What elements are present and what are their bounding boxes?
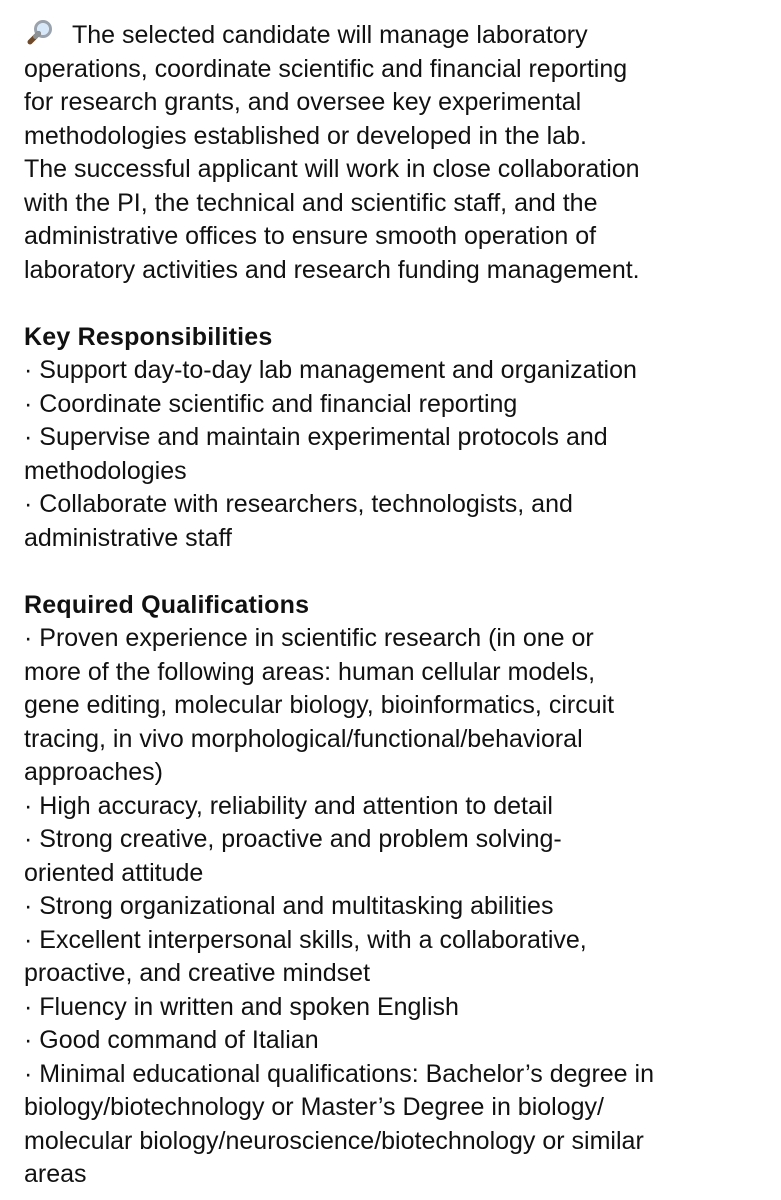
qualification-line-14: · Minimal educational qualifications: Bachelor’s degree in — [24, 1059, 654, 1088]
qualification-line-12: · Fluency in written and spoken English — [24, 992, 459, 1021]
qualification-line-13: · Good command of Italian — [24, 1026, 319, 1054]
intro-line-4: methodologies established or developed in the lab. — [24, 121, 587, 150]
responsibilities-heading: Key Responsibilities — [24, 322, 273, 351]
intro-line-6: with the PI, the technical and scientific staff, and the — [24, 188, 598, 217]
intro-line-5: The successful applicant will work in close collaboration — [24, 155, 640, 183]
qualification-line-11: proactive, and creative mindset — [24, 959, 371, 987]
intro-line-3: for research grants, and oversee key experimental — [24, 88, 582, 116]
qualification-line-15: biology/biotechnology or Master’s Degree in biology/ — [24, 1093, 604, 1121]
qualification-line-7: · Strong creative, proactive and problem solving- — [24, 825, 562, 853]
qualification-line-1: · Proven experience in scientific research (in one or — [24, 624, 594, 652]
qualification-line-8: oriented attitude — [24, 858, 204, 887]
qualification-line-16: molecular biology/neuroscience/biotechnology or similar — [24, 1126, 644, 1155]
responsibility-line-6: administrative staff — [24, 523, 232, 552]
intro-line-7: administrative offices to ensure smooth operation of — [24, 222, 597, 250]
spacer — [24, 287, 771, 321]
qualification-line-2: more of the following areas: human cellular models, — [24, 657, 596, 686]
qualification-line-17: areas — [24, 1160, 87, 1188]
intro-line-8: laboratory activities and research funding management. — [24, 255, 640, 284]
qualifications-heading: Required Qualifications — [24, 590, 310, 619]
qualification-line-10: · Excellent interpersonal skills, with a collaborative, — [24, 925, 587, 954]
qualification-line-4: tracing, in vivo morphological/functional/behavioral — [24, 724, 583, 753]
qualification-line-5: approaches) — [24, 758, 163, 786]
responsibility-line-4: methodologies — [24, 456, 187, 485]
qualification-line-3: gene editing, molecular biology, bioinformatics, circuit — [24, 691, 615, 719]
magnifying-glass-icon — [24, 18, 54, 48]
responsibilities-section — [24, 321, 771, 556]
responsibility-line-2: · Coordinate scientific and financial reporting — [24, 389, 518, 418]
qualification-line-9: · Strong organizational and multitasking abilities — [24, 892, 554, 920]
qualification-line-6: · High accuracy, reliability and attention to detail — [24, 791, 553, 820]
spacer — [24, 555, 771, 589]
responsibility-line-5: · Collaborate with researchers, technologists, and — [24, 490, 573, 518]
intro-line-1: The selected candidate will manage laboratory — [24, 18, 771, 53]
qualifications-section — [24, 589, 771, 1192]
intro-section — [24, 18, 771, 287]
responsibility-line-3: · Supervise and maintain experimental protocols and — [24, 423, 608, 451]
responsibility-line-1: · Support day-to-day lab management and organization — [24, 356, 637, 384]
intro-line-2: operations, coordinate scientific and financial reporting — [24, 54, 628, 83]
